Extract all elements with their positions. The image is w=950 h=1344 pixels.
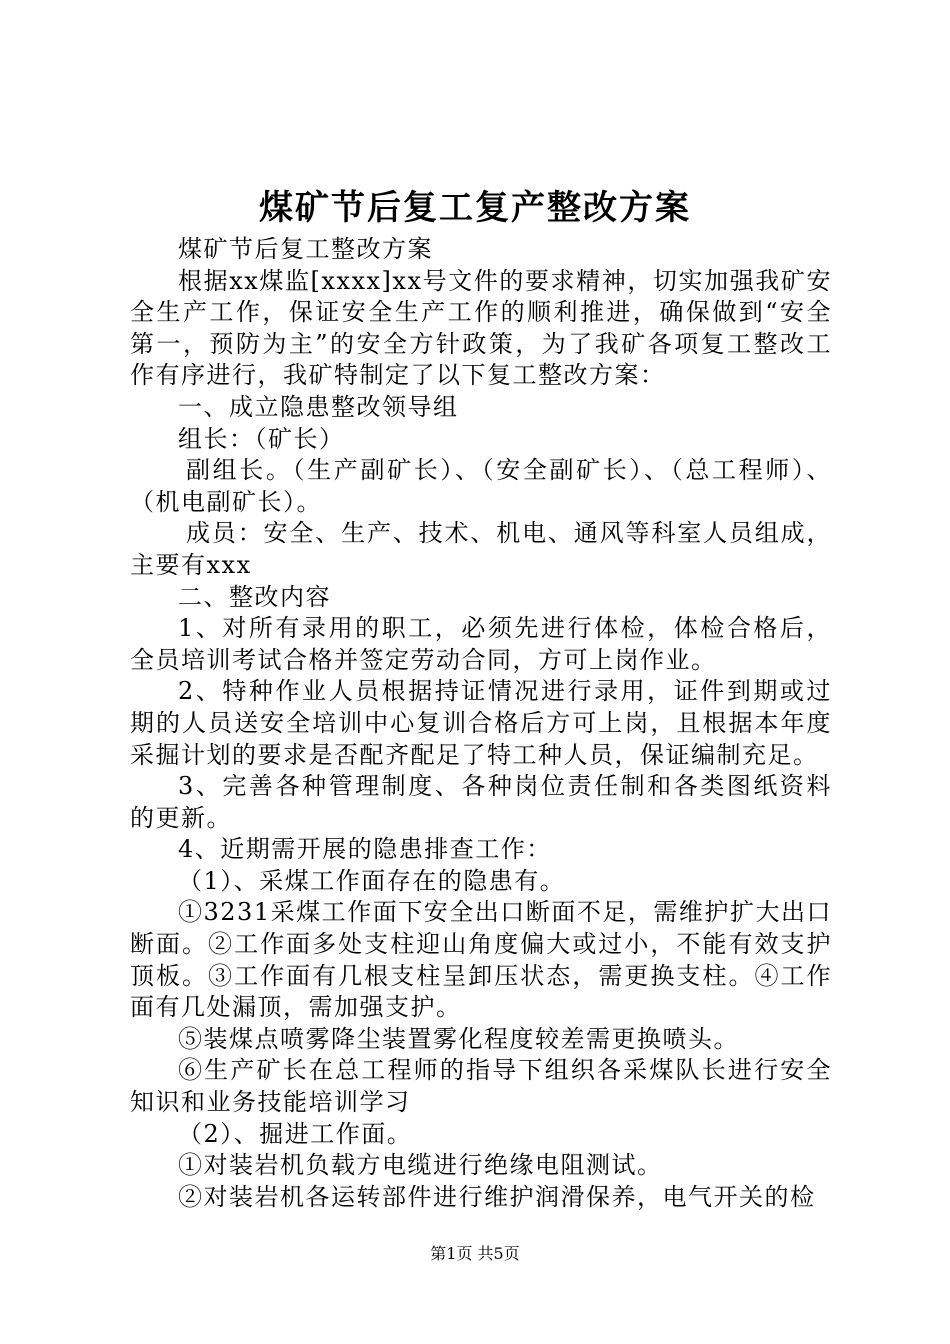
paragraph-item-4: 4、近期需开展的隐患排查工作： — [178, 835, 552, 864]
paragraph-item-1: 1、对所有录用的职工，必须先进行体检，体检合格后，全员培训考试合格并签定劳动合同，方可上岗作业。 — [130, 614, 832, 674]
paragraph-members: 成员：安全、生产、技术、机电、通风等科室人员组成，主要有xxx — [130, 519, 832, 579]
document-body — [130, 234, 832, 1213]
paragraph-hazard-5: ⑤装煤点喷雾降尘装置雾化程度较差需更换喷头。 — [178, 1024, 739, 1053]
paragraph-item-3: 3、完善各种管理制度、各种岗位责任制和各类图纸资料的更新。 — [130, 772, 832, 832]
paragraph-leader: 组长：（矿长） — [178, 424, 345, 453]
paragraph-tunnel-2: ②对装岩机各运转部件进行维护润滑保养，电气开关的检 — [178, 1182, 816, 1211]
page-footer: 第1页 共5页 — [430, 1244, 520, 1263]
paragraph-subitem-1: （1）、采煤工作面存在的隐患有。 — [178, 866, 566, 895]
paragraph-hazards-list: ①3231采煤工作面下安全出口断面不足，需维护扩大出口断面。②工作面多处支柱迎山角度偏大或过小，不能有效支护顶板。③工作面有几根支柱呈卸压状态，需更换支柱。④工作面有几处漏顶，需加强支护。 — [130, 898, 832, 1022]
paragraph-item-2: 2、特种作业人员根据持证情况进行录用，证件到期或过期的人员送安全培训中心复训合格后方可上岗，且根据本年度采掘计划的要求是否配齐配足了特工种人员，保证编制充足。 — [130, 677, 832, 769]
paragraph-intro: 根据xx煤监[xxxx]xx号文件的要求精神，切实加强我矿安全生产工作，保证安全生产工作的顺利推进，确保做到“安全第一，预防为主”的安全方针政策，为了我矿各项复工整改工作有序进行，我矿特制定了以下复工整改方案： — [130, 266, 832, 390]
paragraph-hazard-6: ⑥生产矿长在总工程师的指导下组织各采煤队长进行安全知识和业务技能培训学习 — [130, 1056, 832, 1117]
paragraph-subitem-2: （2）、掘进工作面。 — [178, 1119, 413, 1148]
document-title: 煤矿节后复工复产整改方案 — [259, 188, 691, 228]
section-heading-2: 二、整改内容 — [178, 582, 331, 611]
paragraph-tunnel-1: ①对装岩机负载方电缆进行绝缘电阻测试。 — [178, 1151, 663, 1180]
paragraph-subtitle: 煤矿节后复工整改方案 — [178, 235, 433, 263]
section-heading-1: 一、成立隐患整改领导组 — [178, 392, 459, 421]
paragraph-deputy-leaders: 副组长。（生产副矿长）、（安全副矿长）、（总工程师）、（机电副矿长）。 — [130, 456, 832, 516]
